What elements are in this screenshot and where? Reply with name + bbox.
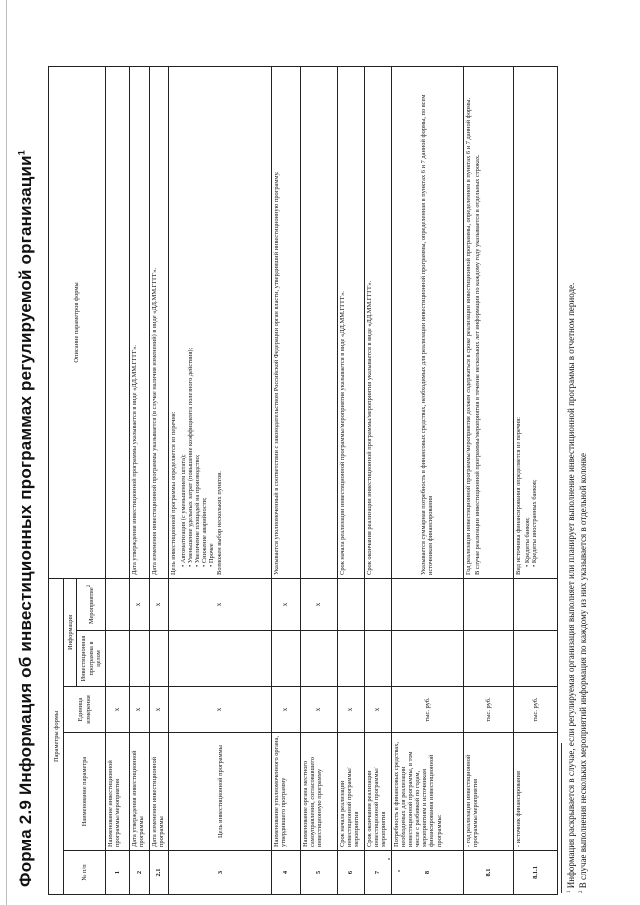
row-unit: x bbox=[364, 687, 391, 733]
row-event-value bbox=[337, 578, 364, 630]
row-param-name: Наименование органа местного самоуправления, согласовавшего инвестиционную программу bbox=[300, 733, 337, 851]
row-event-value: x bbox=[300, 578, 337, 630]
row-description bbox=[463, 66, 513, 578]
row-program-value bbox=[105, 631, 129, 687]
header-event-label: Мероприятие bbox=[88, 587, 96, 625]
goal-list-item: • Автоматизация (с уменьшением штата); bbox=[179, 454, 187, 567]
row-number: 6 bbox=[337, 851, 364, 895]
row-description bbox=[514, 66, 558, 578]
footnote-mark: 2 bbox=[578, 890, 584, 893]
row-unit: x bbox=[300, 687, 337, 733]
footnote-text: Информация раскрывается в случае, если регулируемая организация выполняет или планирует выполнение инвестиционной программы в отчетном периоде. bbox=[566, 282, 576, 889]
row-program-value bbox=[463, 631, 513, 687]
header-number: № п/п bbox=[64, 851, 106, 895]
row-description: Срок окончания реализации инвестиционной программы/мероприятия указывается в виде «ДД.ММ.ГГГГ». bbox=[364, 66, 391, 578]
goal-list-item: • Снижение аварийности; bbox=[201, 497, 209, 567]
footnotes bbox=[566, 43, 590, 893]
row-param-name: Срок окончания реализации инвестиционной программы/мероприятия bbox=[364, 733, 391, 851]
footnote-text: В случае выполнения нескольких мероприятий информация по каждому из них указывается в отдельной колонке bbox=[577, 453, 588, 889]
row-param-name: Дата утверждения инвестиционной программы bbox=[129, 733, 149, 851]
footnote bbox=[578, 43, 589, 893]
row-unit: тыс. руб. bbox=[463, 687, 513, 733]
header-description: Описание параметров формы bbox=[49, 66, 106, 578]
row-description: Указывается суммарная потребность в финансовых средствах, необходимых для реализации инвестиционной программы, определенная в пунктах 6 и 7 данной формы, по всем источникам финансирования bbox=[391, 66, 463, 578]
table-row bbox=[391, 66, 463, 894]
row-event-value bbox=[364, 578, 391, 630]
row-param-name: - источник финансирования bbox=[514, 733, 558, 851]
row-unit: x bbox=[149, 687, 169, 733]
table-row bbox=[105, 66, 129, 894]
row-number: 3 bbox=[169, 851, 272, 895]
footnote bbox=[566, 43, 577, 893]
table-row bbox=[300, 66, 337, 894]
goal-list-item: • Прочее bbox=[208, 543, 216, 567]
row-unit: тыс. руб. bbox=[514, 687, 558, 733]
table-row bbox=[169, 66, 272, 894]
header-program-whole: Инвестиционная программа в целом bbox=[77, 631, 105, 687]
row-param-name: - год реализации инвестиционной программы/мероприятия bbox=[463, 733, 513, 851]
row-program-value bbox=[272, 631, 300, 687]
source-list-intro: Вид источника финансирования определяется из перечня: bbox=[515, 417, 523, 575]
table-row bbox=[337, 66, 364, 894]
year-desc-paragraph: Год реализации инвестиционной программы/мероприятия должен содержаться в сроке реализации инвестиционной программы, определенном в пунктах 6 и 7 данной формы. bbox=[464, 97, 472, 575]
goal-list-outro: Возможен выбор нескольких пунктов. bbox=[216, 471, 224, 575]
table-row bbox=[514, 66, 558, 894]
goal-list bbox=[180, 70, 216, 567]
header-form-params: Параметры формы bbox=[49, 578, 64, 894]
form-title-text: Форма 2.9 Информация об инвестиционных программах регулируемой организации bbox=[16, 155, 35, 887]
form-title bbox=[16, 27, 36, 887]
row-event-value: x bbox=[149, 578, 169, 630]
source-list-item: • Кредиты иностранных банков; bbox=[531, 479, 539, 567]
row-unit: x bbox=[105, 687, 129, 733]
table-row bbox=[149, 66, 169, 894]
row-param-name: Срок начала реализации инвестиционной программы/мероприятия bbox=[337, 733, 364, 851]
row-number: 8.1.1 bbox=[514, 851, 558, 895]
row-event-value bbox=[105, 578, 129, 630]
footnote-mark: 1 bbox=[567, 890, 572, 893]
row-event-value bbox=[463, 578, 513, 630]
row-number: 5 bbox=[300, 851, 337, 895]
row-description: Указывается уполномоченный в соответствии с законодательством Российской Федерации орган власти, утвердивший инвестиционную программу. bbox=[272, 66, 300, 578]
row-unit: x bbox=[337, 687, 364, 733]
row-program-value bbox=[149, 631, 169, 687]
row-event-value: x bbox=[129, 578, 149, 630]
table-row bbox=[364, 66, 391, 894]
row-number: 4 bbox=[272, 851, 300, 895]
parameters-table bbox=[48, 66, 558, 895]
table-row bbox=[272, 66, 300, 894]
row-param-name: Наименование уполномоченного органа, утвердившего программу bbox=[272, 733, 300, 851]
row-event-value: x bbox=[272, 578, 300, 630]
row-program-value bbox=[514, 631, 558, 687]
row-event-value bbox=[514, 578, 558, 630]
title-footnote-mark: 1 bbox=[16, 149, 27, 156]
row-number: 2 bbox=[129, 851, 149, 895]
goal-list-item: • Увеличение площадей на производство; bbox=[193, 454, 201, 567]
row-number: 8.1 bbox=[463, 851, 513, 895]
row-program-value bbox=[129, 631, 149, 687]
row-param-name: Цель инвестиционной программы bbox=[169, 733, 272, 851]
table-row bbox=[463, 66, 513, 894]
row-description bbox=[105, 66, 129, 578]
header-event bbox=[77, 578, 105, 630]
goal-list-intro: Цель инвестиционной программы определяется из перечня: bbox=[170, 411, 178, 575]
footnote-separator bbox=[561, 743, 562, 893]
row-program-value bbox=[364, 631, 391, 687]
row-unit: x bbox=[169, 687, 272, 733]
row-description bbox=[169, 66, 272, 578]
row-description: Дата изменения инвестиционной программы указывается (в случае наличия изменений) в виде «ДД.ММ.ГГГГ». bbox=[149, 66, 169, 578]
row-description: Срок начала реализации инвестиционной программы/мероприятия указывается в виде «ДД.ММ.ГГГГ». bbox=[337, 66, 364, 578]
row-event-value: x bbox=[169, 578, 272, 630]
year-desc-paragraph: В случае реализации инвестиционной программы/мероприятия в течение нескольких лет информация по каждому году указывается в отдельных строках. bbox=[473, 154, 481, 575]
row-param-name: Наименование инвестиционной программы/мероприятия bbox=[105, 733, 129, 851]
row-number: 1 bbox=[105, 851, 129, 895]
header-event-footnote: 2 bbox=[87, 584, 93, 588]
row-program-value bbox=[300, 631, 337, 687]
row-event-value bbox=[391, 578, 463, 630]
header-param-name: Наименование параметра bbox=[64, 733, 106, 851]
header-information: Информация bbox=[64, 578, 77, 686]
row-unit: x bbox=[272, 687, 300, 733]
row-number: 7 bbox=[364, 851, 391, 895]
row-program-value bbox=[337, 631, 364, 687]
row-param-name: Потребность в финансовых средствах, необходимых для реализации инвестиционной программы, в том числе с разбивкой по годам, мероприятиям и источникам финансирования инвестиционной программы: bbox=[391, 733, 463, 851]
header-unit: Единица измерения bbox=[64, 687, 106, 733]
table-row bbox=[129, 66, 149, 894]
row-unit: x bbox=[129, 687, 149, 733]
row-description bbox=[300, 66, 337, 578]
goal-list-item: • Уменьшение удельных затрат (повышение коэффициента полезного действия); bbox=[186, 347, 194, 567]
row-param-name: Дата изменения инвестиционной программы bbox=[149, 733, 169, 851]
row-unit: тыс. руб. bbox=[391, 687, 463, 733]
row-number: 8 bbox=[391, 851, 463, 895]
source-list bbox=[524, 70, 538, 567]
row-description: Дата утверждения инвестиционной программы указывается в виде «ДД.ММ.ГГГГ». bbox=[129, 66, 149, 578]
row-program-value bbox=[169, 631, 272, 687]
table-header-row bbox=[49, 66, 64, 894]
source-list-item: • Кредиты банков; bbox=[524, 517, 532, 567]
row-program-value bbox=[391, 631, 463, 687]
row-number: 2.1 bbox=[149, 851, 169, 895]
